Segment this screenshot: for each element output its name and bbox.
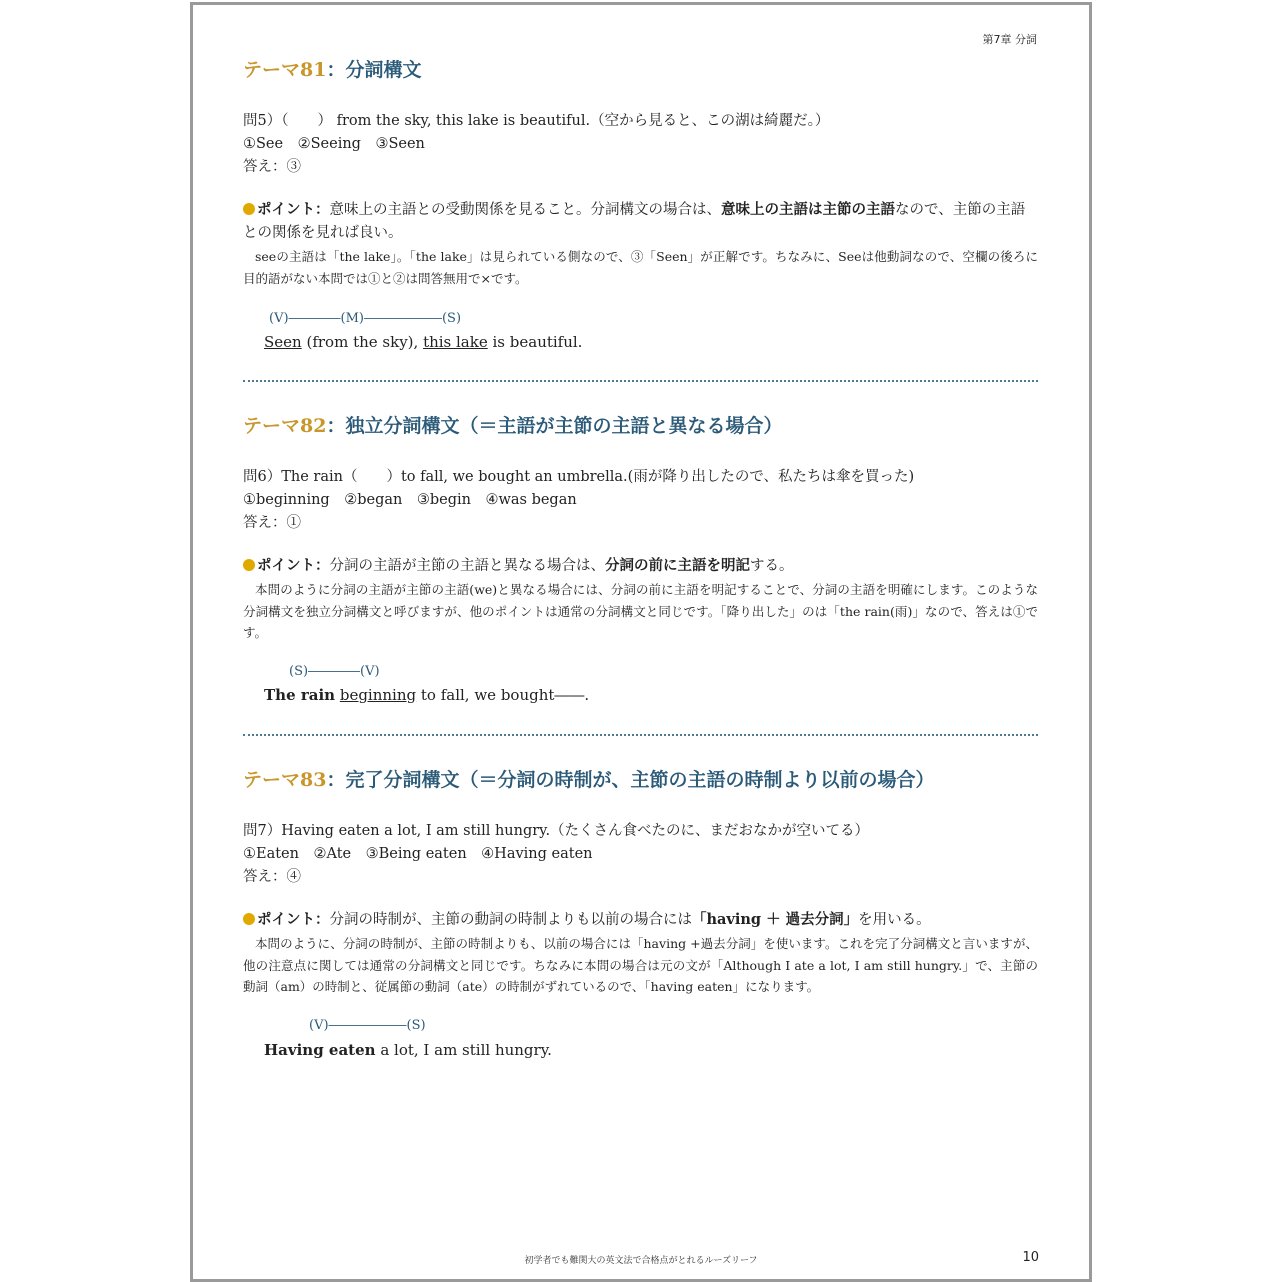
- point-pre: 意味上の主語との受動関係を見ること。分詞構文の場合は、: [329, 202, 721, 218]
- example-sentence: [264, 686, 589, 704]
- point-post: なので、主節の主語との関係を見れば良い。: [243, 202, 1026, 241]
- point-label: ポイント：: [257, 557, 330, 574]
- theme-title: [243, 55, 421, 82]
- point-label: ポイント：: [257, 201, 330, 218]
- document-page: [190, 2, 1092, 1282]
- point-post: を用いる。: [858, 912, 931, 928]
- point-text: [243, 198, 1038, 245]
- section-divider: [243, 734, 1038, 736]
- options: ①Eaten ②Ate ③Being eaten ④Having eaten: [243, 846, 593, 862]
- grammar-diagram: (S)――――(V): [289, 664, 380, 679]
- sentence-part: to fall, we bought――.: [416, 686, 590, 704]
- point-post: する。: [750, 558, 794, 574]
- point-bold: 「having ＋ 過去分詞」: [692, 911, 859, 928]
- chapter-label: 第7章 分詞: [982, 33, 1037, 46]
- explanation: 本問のように分詞の主語が主節の主語(we)と異なる場合には、分詞の前に主語を明記することで、分詞の主語を明確にします。このような分詞構文を独立分詞構文と呼びますが、他のポイントは通常の分詞構文と同じです。「降り出した」のは「the rain(雨)」なので、答えは①です。: [243, 582, 1038, 640]
- example-sentence: [264, 1041, 552, 1059]
- theme-name: ：分詞構文: [326, 59, 422, 81]
- theme-number: テーマ81: [243, 59, 327, 81]
- options: ①See ②Seeing ③Seen: [243, 136, 425, 152]
- options: ①beginning ②began ③begin ④was began: [243, 492, 577, 508]
- sentence-part: beginning: [339, 686, 417, 704]
- bullet-icon: [243, 203, 255, 215]
- theme-title: [243, 411, 782, 438]
- point-text: [243, 908, 1038, 932]
- answer: 答え：④: [243, 869, 301, 885]
- point-bold: 分詞の前に主語を明記: [605, 557, 750, 574]
- point-pre: 分詞の主語が主節の主語と異なる場合は、: [329, 558, 605, 574]
- sentence-part: is beautiful.: [487, 333, 583, 351]
- sentence-part: (from the sky),: [301, 333, 424, 351]
- explanation: seeの主語は「the lake」。「the lake」は見られている側なので、③「Seen」が正解です。ちなみに、Seeは他動詞なので、空欄の後ろに目的語がない本問では①と②は問答無用で×です。: [243, 249, 1038, 286]
- bullet-icon: [243, 913, 255, 925]
- sentence-part: The rain: [264, 686, 336, 704]
- grammar-diagram: (V)――――(M)――――――(S): [269, 311, 462, 326]
- theme-number: テーマ83: [243, 769, 327, 791]
- theme-name: ：完了分詞構文（＝分詞の時制が、主節の主語の時制より以前の場合）: [326, 769, 935, 791]
- footer-book-title: 初学者でも難関大の英文法で合格点がとれるルーズリーフ: [524, 1256, 758, 1266]
- explanation: 本問のように、分詞の時制が、主節の時制よりも、以前の場合には「having +過去分詞」を使います。これを完了分詞構文と言いますが、他の注意点に関しては通常の分詞構文と同じです。ちなみに本問の場合は元の文が「Although I ate a lot, I am still hungry.」で、主節の動詞（am）の時制と、従属節の動詞（ate）の時制がずれているので、「having eaten」になります。: [243, 936, 1038, 994]
- grammar-diagram: (V)――――――(S): [309, 1018, 426, 1033]
- sentence-part: a lot, I am still hungry.: [375, 1041, 552, 1059]
- sentence-part: this lake: [423, 333, 488, 351]
- section-divider: [243, 380, 1038, 382]
- question: 問5）（ ） from the sky, this lake is beautiful.（空から見ると、この湖は綺麗だ。）: [243, 113, 830, 129]
- bullet-icon: [243, 559, 255, 571]
- page-number: 10: [1022, 1250, 1039, 1265]
- example-sentence: [264, 333, 582, 351]
- question: 問6）The rain（ ）to fall, we bought an umbrella.(雨が降り出したので、私たちは傘を買った): [243, 469, 915, 485]
- theme-name: ：独立分詞構文（＝主語が主節の主語と異なる場合）: [326, 415, 783, 437]
- answer: 答え：③: [243, 159, 301, 175]
- sentence-part: Having eaten: [264, 1041, 376, 1059]
- theme-title: [243, 765, 934, 792]
- question: 問7）Having eaten a lot, I am still hungry.（たくさん食べたのに、まだおなかが空いてる）: [243, 823, 870, 839]
- point-pre: 分詞の時制が、主節の動詞の時制よりも以前の場合には: [329, 912, 692, 928]
- point-label: ポイント：: [257, 911, 330, 928]
- theme-number: テーマ82: [243, 415, 327, 437]
- point-bold: 意味上の主語は主節の主語: [721, 201, 895, 218]
- answer: 答え：①: [243, 515, 301, 531]
- point-text: [243, 554, 1038, 578]
- sentence-part: Seen: [264, 333, 302, 351]
